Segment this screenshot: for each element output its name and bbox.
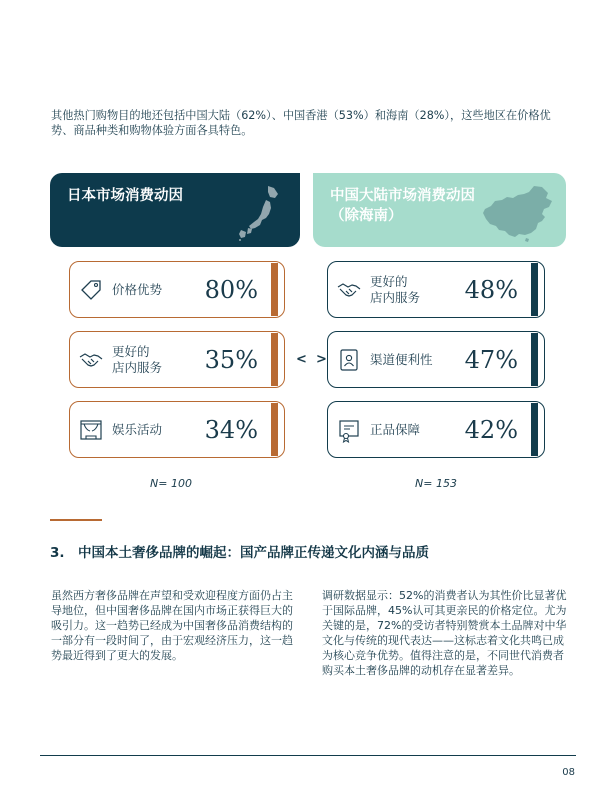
china-card-authentic <box>327 401 545 458</box>
japan-card-service <box>69 331 285 388</box>
japan-card-entertainment <box>69 401 285 458</box>
japan-card-value: 80% <box>204 276 258 304</box>
china-header-title: 中国大陆市场消费动因（除海南） <box>330 188 475 224</box>
section-number: 3. <box>50 545 65 561</box>
card-accent-bar <box>531 263 538 316</box>
id-card-icon <box>336 347 362 373</box>
card-accent-bar <box>271 333 278 386</box>
certificate-icon <box>336 417 362 443</box>
china-card-label: 更好的 店内服务 <box>370 274 421 305</box>
page-number: 08 <box>562 767 575 778</box>
china-card-label: 正品保障 <box>370 422 421 437</box>
japan-map-icon <box>238 184 286 242</box>
japan-sample-size: N= 100 <box>150 477 192 490</box>
china-sample-size: N= 153 <box>415 477 457 490</box>
china-card-value: 48% <box>464 276 518 304</box>
china-card-value: 47% <box>464 346 518 374</box>
theater-icon <box>78 417 104 443</box>
card-accent-bar <box>531 403 538 456</box>
footer-rule <box>40 755 576 756</box>
price-tag-icon <box>78 277 104 303</box>
card-accent-bar <box>271 263 278 316</box>
china-card-convenience <box>327 331 545 388</box>
section-heading <box>50 541 429 561</box>
chevron-left-icon: < <box>296 352 307 367</box>
body-right-paragraph: 调研数据显示：52%的消费者认为其性价比显著优于国际品牌，45%认可其更亲民的价格定位。尤为关键的是，72%的受访者特别赞赏本土品牌对中华文化与传统的现代表达——这标志着文化共鸣已成为核心竞争优势。值得注意的是，不同世代消费者购买本土奢侈品牌的动机存在显著差异。 <box>322 589 567 677</box>
card-accent-bar <box>531 333 538 386</box>
handshake-icon <box>336 277 362 303</box>
china-card-label: 渠道便利性 <box>370 352 433 367</box>
body-left-paragraph: 虽然西方奢侈品牌在声望和受欢迎程度方面仍占主导地位，但中国奢侈品牌在国内市场正获得巨大的吸引力。这一趋势已经成为中国奢侈品消费结构的一部分有一段时间了，由于宏观经济压力，这一趋势最近得到了更大的发展。 <box>51 589 293 662</box>
china-card-service <box>327 261 545 318</box>
japan-card-label: 价格优势 <box>112 282 163 297</box>
japan-card-price <box>69 261 285 318</box>
intro-paragraph: 其他热门购物目的地还包括中国大陆（62%）、中国香港（53%）和海南（28%），这些地区在价格优势、商品种类和购物体验方面各具特色。 <box>51 109 551 137</box>
card-accent-bar <box>271 403 278 456</box>
japan-card-value: 35% <box>204 346 258 374</box>
handshake-icon <box>78 347 104 373</box>
japan-card-label: 更好的 店内服务 <box>112 344 163 375</box>
japan-card-value: 34% <box>204 416 258 444</box>
chevron-right-icon: > <box>316 352 327 367</box>
china-map-icon <box>482 184 558 242</box>
japan-card-label: 娱乐活动 <box>112 422 163 437</box>
japan-header-title: 日本市场消费动因 <box>67 188 183 204</box>
section-title: 中国本土奢侈品牌的崛起：国产品牌正传递文化内涵与品质 <box>78 545 429 561</box>
china-card-value: 42% <box>464 416 518 444</box>
section-accent-rule <box>50 519 102 521</box>
